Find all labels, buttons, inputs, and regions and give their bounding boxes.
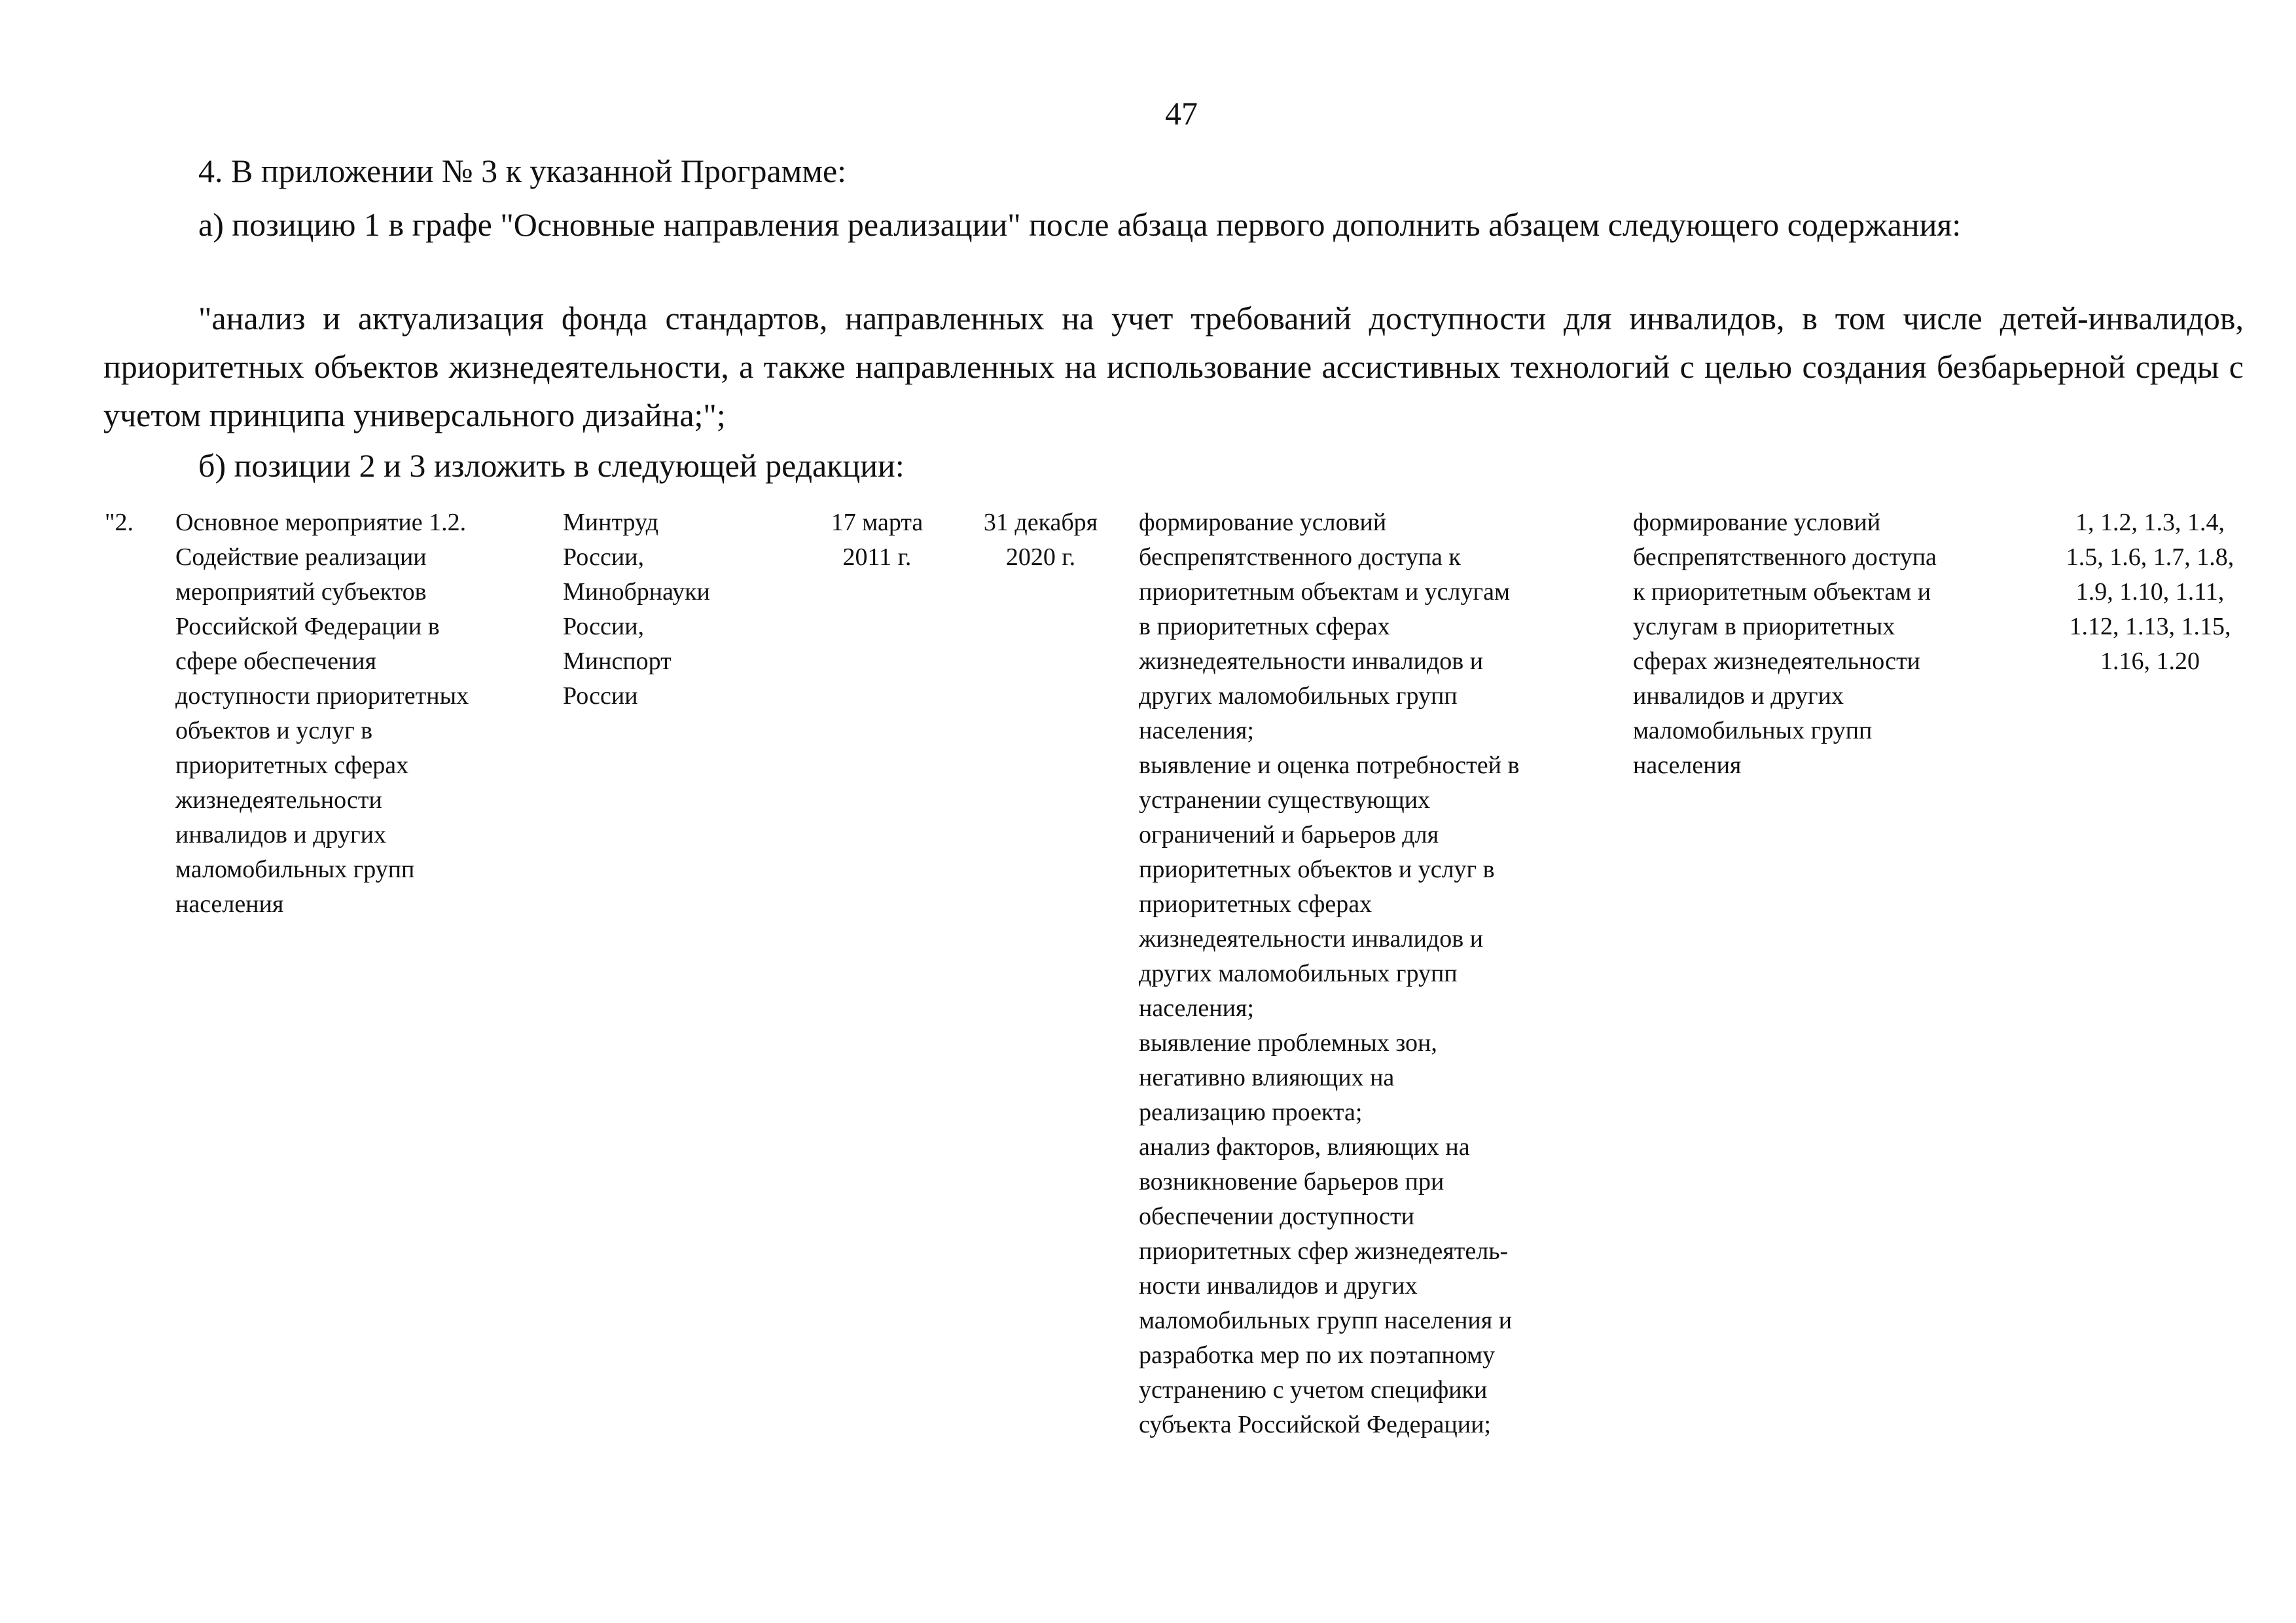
- section-heading: 4. В приложении № 3 к указанной Программе:: [198, 153, 847, 189]
- activity-name-cell: [175, 505, 542, 922]
- cell-line: Основное мероприятие 1.2.: [175, 509, 467, 536]
- cell-line: 2011 г.: [842, 543, 912, 571]
- cell-line: 31 декабря: [983, 509, 1098, 536]
- cell-line: устранению с учетом специфики: [1139, 1376, 1488, 1404]
- cell-line: Содействие реализации: [175, 543, 427, 571]
- row-number: "2.: [105, 509, 134, 536]
- cell-line: маломобильных групп: [175, 856, 415, 883]
- cell-line: в приоритетных сферах: [1139, 613, 1390, 640]
- directions-cell: [1139, 505, 1617, 1442]
- cell-line: приоритетным объектам и услугам: [1139, 578, 1511, 606]
- cell-line: инвалидов и других: [175, 821, 386, 848]
- cell-line: реализацию проекта;: [1139, 1099, 1363, 1126]
- cell-line: маломобильных групп населения и: [1139, 1307, 1513, 1334]
- cell-line: населения: [175, 890, 284, 918]
- cell-line: возникновение барьеров при: [1139, 1168, 1444, 1195]
- cell-line: 17 марта: [831, 509, 924, 536]
- cell-line: беспрепятственного доступа: [1633, 543, 1937, 571]
- cell-line: приоритетных объектов и услуг в: [1139, 856, 1495, 883]
- cell-line: объектов и услуг в: [175, 717, 373, 744]
- cell-line: сфере обеспечения: [175, 647, 377, 675]
- cell-line: жизнедеятельности инвалидов и: [1139, 647, 1484, 675]
- cell-line: ности инвалидов и других: [1139, 1272, 1418, 1300]
- cell-line: к приоритетным объектам и: [1633, 578, 1931, 606]
- cell-line: 1.12, 1.13, 1.15,: [2069, 613, 2231, 640]
- cell-line: России: [563, 682, 638, 710]
- cell-line: России,: [563, 543, 645, 571]
- cell-line: маломобильных групп: [1633, 717, 1873, 744]
- cell-line: населения;: [1139, 717, 1254, 744]
- cell-line: Минспорт: [563, 647, 672, 675]
- cell-line: обеспечении доступности: [1139, 1203, 1414, 1230]
- cell-line: приоритетных сфер жизнедеятель-: [1139, 1237, 1509, 1265]
- cell-line: 1.5, 1.6, 1.7, 1.8,: [2066, 543, 2234, 571]
- cell-line: жизнедеятельности инвалидов и: [1139, 925, 1484, 953]
- cell-line: выявление и оценка потребностей в: [1139, 752, 1520, 779]
- cell-line: негативно влияющих на: [1139, 1064, 1395, 1091]
- cell-line: населения: [1633, 752, 1742, 779]
- cell-line: ограничений и барьеров для: [1139, 821, 1439, 848]
- cell-line: России,: [563, 613, 645, 640]
- paragraph-quote: "анализ и актуализация фонда стандартов, направленных на учет требований доступности для инвалидов, в том числе детей-инвалидов, приоритетных объектов жизнедеятельности, а также направленных на использование ассистивных технологий с целью создания безбарьерной среды с учетом принципа универсального дизайна;";: [103, 300, 2244, 433]
- cell-line: доступности приоритетных: [175, 682, 469, 710]
- cell-line: выявление проблемных зон,: [1139, 1029, 1437, 1057]
- cell-line: формирование условий: [1139, 509, 1387, 536]
- cell-line: других маломобильных групп: [1139, 960, 1458, 987]
- cell-line: инвалидов и других: [1633, 682, 1844, 710]
- cell-line: беспрепятственного доступа к: [1139, 543, 1461, 571]
- cell-line: 1.9, 1.10, 1.11,: [2075, 578, 2225, 606]
- cell-line: населения;: [1139, 994, 1254, 1022]
- responsible-cell: [563, 505, 772, 714]
- expected-result-cell: [1633, 505, 2026, 783]
- cell-line: субъекта Российской Федерации;: [1139, 1411, 1491, 1438]
- cell-line: услугам в приоритетных: [1633, 613, 1895, 640]
- cell-line: жизнедеятельности: [175, 786, 382, 814]
- row-number-cell: [105, 505, 157, 540]
- cell-line: приоритетных сферах: [175, 752, 409, 779]
- start-date-cell: [798, 505, 956, 575]
- cell-line: других маломобильных групп: [1139, 682, 1458, 710]
- cell-line: приоритетных сферах: [1139, 890, 1372, 918]
- cell-line: Минтруд: [563, 509, 658, 536]
- cell-line: мероприятий субъектов: [175, 578, 427, 606]
- cell-line: Российской Федерации в: [175, 613, 440, 640]
- paragraph-b: б) позиции 2 и 3 изложить в следующей редакции:: [198, 447, 905, 484]
- cell-line: сферах жизнедеятельности: [1633, 647, 1921, 675]
- cell-line: разработка мер по их поэтапному: [1139, 1341, 1496, 1369]
- cell-line: 2020 г.: [1005, 543, 1076, 571]
- cell-line: устранении существующих: [1139, 786, 1431, 814]
- indicator-links-cell: [2032, 505, 2268, 679]
- page-number: 47: [1165, 95, 1198, 132]
- end-date-cell: [962, 505, 1119, 575]
- cell-line: формирование условий: [1633, 509, 1881, 536]
- cell-line: анализ факторов, влияющих на: [1139, 1133, 1470, 1161]
- cell-line: 1, 1.2, 1.3, 1.4,: [2075, 509, 2225, 536]
- cell-line: 1.16, 1.20: [2100, 647, 2200, 675]
- cell-line: Минобрнауки: [563, 578, 710, 606]
- paragraph-a: а) позицию 1 в графе "Основные направления реализации" после абзаца первого дополнить абзацем следующего содержания:: [198, 206, 1962, 243]
